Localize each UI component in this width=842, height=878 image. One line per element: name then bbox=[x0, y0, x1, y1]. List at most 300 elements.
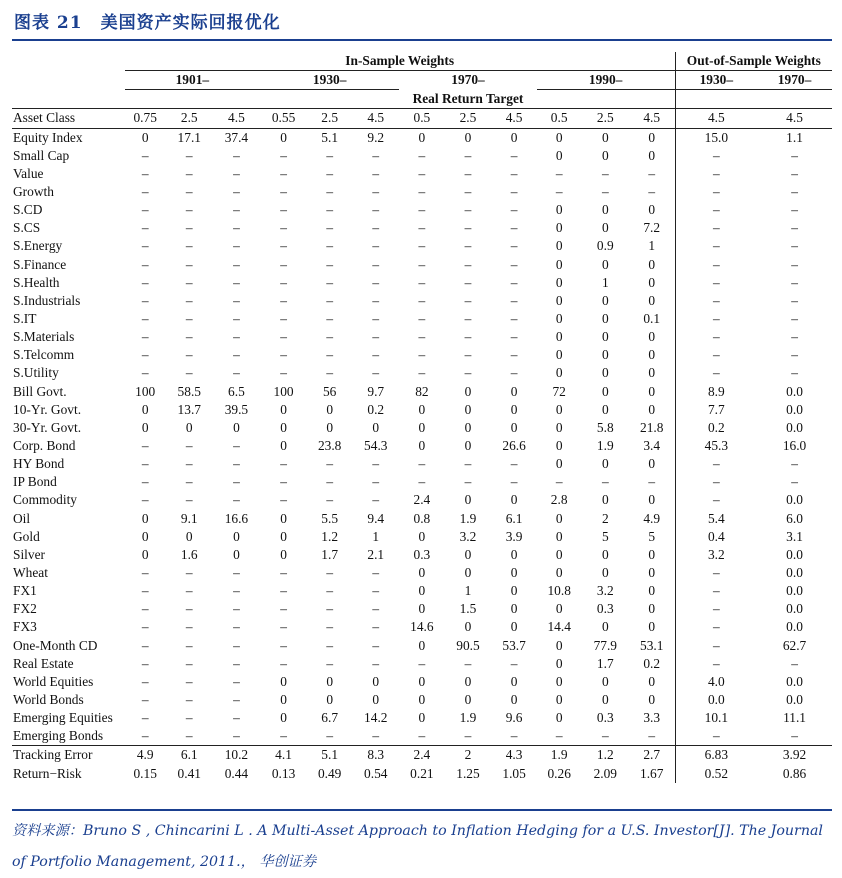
weight-cell: 0 bbox=[648, 565, 656, 580]
weight-cell: 5 bbox=[648, 528, 656, 544]
weight-cell: – bbox=[510, 728, 518, 744]
weight-cell: – bbox=[326, 347, 334, 363]
weight-cell: 0 bbox=[141, 510, 149, 526]
weight-cell: – bbox=[280, 311, 287, 327]
weight-cell: 0.0 bbox=[786, 583, 803, 599]
weight-cell: – bbox=[510, 292, 518, 308]
weight-cell: – bbox=[372, 347, 380, 363]
weight-cell: 0 bbox=[510, 565, 518, 580]
in-sample-header: In-Sample Weights bbox=[125, 52, 675, 71]
weight-cell: 0 bbox=[601, 147, 609, 163]
weight-cell: – bbox=[510, 274, 518, 290]
weight-cell: – bbox=[141, 184, 149, 200]
weight-cell: 0.0 bbox=[786, 383, 803, 399]
weight-cell: 0 bbox=[555, 365, 563, 381]
weight-cell: – bbox=[464, 184, 472, 200]
weight-cell: – bbox=[555, 474, 563, 490]
weight-cell: 3.2 bbox=[596, 583, 614, 599]
return-target-value: 0.55 bbox=[260, 109, 307, 128]
table-row bbox=[12, 401, 832, 419]
weight-cell: – bbox=[233, 292, 240, 308]
weight-cell: – bbox=[141, 220, 149, 236]
asset-label: S.IT bbox=[13, 311, 37, 327]
weight-cell: 13.7 bbox=[177, 401, 201, 417]
weight-cell: – bbox=[280, 728, 287, 744]
weight-cell: 0 bbox=[555, 510, 563, 526]
weight-cell: – bbox=[418, 220, 426, 236]
weight-cell: 0 bbox=[418, 601, 426, 617]
weight-cell: 6.0 bbox=[786, 510, 803, 526]
weight-cell: 0 bbox=[280, 419, 287, 435]
weight-cell: – bbox=[464, 165, 472, 181]
weight-cell: 0.86 bbox=[782, 765, 807, 781]
weight-cell: 1.05 bbox=[502, 765, 526, 781]
weight-cell: – bbox=[233, 474, 240, 490]
return-target-value: 2.5 bbox=[444, 109, 491, 128]
weight-cell: 2.09 bbox=[593, 765, 617, 781]
weight-cell: 0.8 bbox=[413, 510, 431, 526]
weight-cell: – bbox=[141, 292, 149, 308]
table-row bbox=[12, 201, 832, 219]
weight-cell: 1 bbox=[464, 583, 472, 599]
weight-cell: – bbox=[326, 565, 334, 580]
weight-cell: 0 bbox=[582, 128, 629, 147]
asset-label: FX3 bbox=[13, 619, 37, 635]
weight-cell: 6.7 bbox=[321, 710, 339, 726]
asset-label: Emerging Bonds bbox=[13, 728, 104, 744]
weight-cell: 3.2 bbox=[459, 528, 477, 544]
weight-cell: 0 bbox=[185, 528, 193, 544]
weight-cell: 10.2 bbox=[213, 746, 260, 765]
weight-cell: 0 bbox=[555, 601, 563, 617]
weight-cell: – bbox=[675, 346, 757, 364]
weight-cell: – bbox=[418, 238, 426, 254]
table-row bbox=[12, 764, 832, 782]
period-header: 1901– bbox=[125, 71, 260, 90]
weight-cell: – bbox=[372, 492, 380, 508]
weight-cell: 0 bbox=[555, 220, 563, 236]
weight-cell: 0 bbox=[648, 292, 656, 308]
weight-cell: – bbox=[280, 238, 287, 254]
weight-cell: – bbox=[510, 655, 518, 671]
weight-cell: 0 bbox=[372, 419, 380, 435]
weight-cell: 5.4 bbox=[675, 510, 757, 528]
weight-cell: 0 bbox=[141, 401, 149, 417]
weight-cell: – bbox=[233, 673, 240, 689]
asset-label: Value bbox=[13, 165, 44, 181]
asset-label: Wheat bbox=[13, 565, 48, 580]
weight-cell: 2 bbox=[601, 510, 609, 526]
weight-cell: – bbox=[418, 365, 426, 381]
weight-cell: 9.4 bbox=[367, 510, 385, 526]
weight-cell: 0 bbox=[648, 202, 656, 218]
weight-cell: 0.26 bbox=[547, 765, 571, 781]
weight-cell: 0.3 bbox=[596, 601, 614, 617]
weight-cell: – bbox=[141, 456, 149, 472]
weight-cell: 0 bbox=[141, 419, 149, 435]
weight-cell: – bbox=[233, 565, 240, 580]
weight-cell: – bbox=[141, 673, 149, 689]
weight-cell: 0.0 bbox=[786, 546, 803, 562]
weight-cell: – bbox=[233, 601, 240, 617]
weight-cell: 5 bbox=[601, 528, 609, 544]
weight-cell: – bbox=[675, 618, 757, 636]
table-row bbox=[12, 419, 832, 437]
return-target-value: 2.5 bbox=[307, 109, 352, 128]
weight-cell: 0 bbox=[537, 128, 582, 147]
weight-cell: – bbox=[675, 328, 757, 346]
weight-cell: 0 bbox=[418, 583, 426, 599]
weight-cell: 0 bbox=[555, 691, 563, 707]
weight-cell: 0 bbox=[648, 383, 656, 399]
weight-cell: – bbox=[675, 237, 757, 255]
weight-cell: 0.1 bbox=[643, 311, 661, 327]
weight-cell: – bbox=[141, 601, 149, 617]
weight-cell: – bbox=[791, 274, 798, 290]
weight-cell: – bbox=[464, 456, 472, 472]
weight-cell: – bbox=[648, 474, 656, 490]
weight-cell: 0 bbox=[510, 419, 518, 435]
weight-cell: 2 bbox=[444, 746, 491, 765]
weight-cell: 0 bbox=[555, 292, 563, 308]
weight-cell: – bbox=[464, 365, 472, 381]
weight-cell: 0.52 bbox=[675, 764, 757, 782]
table-row bbox=[12, 528, 832, 546]
weight-cell: 0 bbox=[555, 347, 563, 363]
weight-cell: 1.1 bbox=[757, 128, 832, 147]
weight-cell: 53.1 bbox=[640, 637, 664, 653]
weight-cell: – bbox=[675, 183, 757, 201]
weight-cell: 0 bbox=[418, 438, 426, 454]
table-row bbox=[12, 746, 832, 765]
weight-cell: 0 bbox=[601, 456, 609, 472]
weight-cell: 0 bbox=[555, 238, 563, 254]
weight-cell: 9.6 bbox=[505, 710, 523, 726]
weight-cell: – bbox=[372, 165, 380, 181]
weight-cell: 0.41 bbox=[177, 765, 201, 781]
asset-label: Bill Govt. bbox=[13, 383, 67, 399]
weight-cell: – bbox=[418, 184, 426, 200]
weight-cell: 1 bbox=[648, 238, 656, 254]
table-row bbox=[12, 219, 832, 237]
return-target-value: 4.5 bbox=[213, 109, 260, 128]
asset-label: Equity Index bbox=[12, 128, 125, 147]
weight-cell: 1.9 bbox=[459, 710, 477, 726]
weight-cell: – bbox=[648, 728, 656, 744]
weight-cell: – bbox=[418, 292, 426, 308]
asset-label: S.Energy bbox=[13, 238, 63, 254]
weight-cell: 0 bbox=[418, 401, 426, 417]
table-row bbox=[12, 491, 832, 509]
weight-cell: 0.0 bbox=[786, 601, 803, 617]
asset-label: 30-Yr. Govt. bbox=[13, 419, 82, 435]
weight-cell: 0 bbox=[648, 347, 656, 363]
weight-cell: 0.2 bbox=[367, 401, 385, 417]
weight-cell: – bbox=[185, 456, 193, 472]
weight-cell: – bbox=[280, 637, 287, 653]
weight-cell: – bbox=[185, 238, 193, 254]
weight-cell: – bbox=[372, 365, 380, 381]
weight-cell: – bbox=[675, 655, 757, 673]
return-target-value: 4.5 bbox=[757, 109, 832, 128]
weight-cell: – bbox=[326, 619, 334, 635]
weight-cell: – bbox=[141, 655, 149, 671]
weight-cell: – bbox=[141, 256, 149, 272]
weight-cell: 6.1 bbox=[505, 510, 523, 526]
weight-cell: – bbox=[233, 329, 240, 345]
weight-cell: 0 bbox=[510, 401, 518, 417]
weight-cell: – bbox=[185, 202, 193, 218]
weight-cell: 7.7 bbox=[675, 401, 757, 419]
weight-cell: – bbox=[326, 274, 334, 290]
weight-cell: – bbox=[185, 474, 193, 490]
weight-cell: 0.9 bbox=[596, 238, 614, 254]
weight-cell: – bbox=[372, 329, 380, 345]
weight-cell: 0.0 bbox=[786, 619, 803, 635]
weight-cell: 1.2 bbox=[582, 746, 629, 765]
weight-cell: 5.8 bbox=[596, 419, 614, 435]
asset-label: S.Materials bbox=[13, 329, 75, 345]
weight-cell: 0 bbox=[510, 583, 518, 599]
weight-cell: – bbox=[233, 637, 240, 653]
table-row bbox=[12, 600, 832, 618]
weight-cell: – bbox=[141, 329, 149, 345]
weight-cell: – bbox=[280, 329, 287, 345]
weight-cell: – bbox=[326, 583, 334, 599]
weight-cell: 10.8 bbox=[547, 583, 571, 599]
weight-cell: 0 bbox=[510, 492, 518, 508]
weight-cell: 1.9 bbox=[459, 510, 477, 526]
table-row bbox=[12, 165, 832, 183]
weight-cell: 0 bbox=[326, 673, 334, 689]
weight-cell: 0 bbox=[399, 128, 444, 147]
weight-cell: – bbox=[326, 292, 334, 308]
weight-cell: – bbox=[675, 564, 757, 582]
asset-label: Small Cap bbox=[13, 147, 70, 163]
weight-cell: – bbox=[791, 220, 798, 236]
weight-cell: 4.1 bbox=[260, 746, 307, 765]
weight-cell: 0 bbox=[280, 528, 287, 544]
weight-cell: 2.4 bbox=[399, 746, 444, 765]
weight-cell: 0 bbox=[648, 456, 656, 472]
weight-cell: 0 bbox=[510, 383, 518, 399]
weight-cell: – bbox=[233, 184, 240, 200]
weight-cell: – bbox=[141, 438, 149, 454]
weight-cell: – bbox=[280, 202, 287, 218]
weight-cell: – bbox=[464, 347, 472, 363]
weight-cell: – bbox=[141, 710, 149, 726]
weight-cell: 1.9 bbox=[537, 746, 582, 765]
weight-cell: – bbox=[280, 474, 287, 490]
weight-cell: 0 bbox=[418, 528, 426, 544]
weight-cell: – bbox=[372, 601, 380, 617]
weight-cell: – bbox=[141, 583, 149, 599]
weight-cell: – bbox=[233, 202, 240, 218]
weight-cell: – bbox=[418, 165, 426, 181]
weight-cell: – bbox=[418, 728, 426, 744]
asset-label: Growth bbox=[13, 184, 54, 200]
weight-cell: – bbox=[372, 147, 380, 163]
weight-cell: 9.2 bbox=[352, 128, 399, 147]
weight-cell: – bbox=[464, 147, 472, 163]
weight-cell: – bbox=[464, 220, 472, 236]
weight-cell: – bbox=[233, 220, 240, 236]
weight-cell: – bbox=[280, 274, 287, 290]
weight-cell: – bbox=[280, 365, 287, 381]
weight-cell: – bbox=[675, 364, 757, 382]
weight-cell: – bbox=[326, 728, 334, 744]
weight-cell: 0 bbox=[464, 419, 472, 435]
weight-cell: – bbox=[675, 582, 757, 600]
weight-cell: – bbox=[510, 256, 518, 272]
weight-cell: 0 bbox=[601, 202, 609, 218]
weight-cell: 9.1 bbox=[180, 510, 198, 526]
table-row bbox=[12, 364, 832, 382]
weight-cell: – bbox=[464, 329, 472, 345]
weight-cell: – bbox=[601, 474, 609, 490]
asset-label: Emerging Equities bbox=[13, 710, 113, 726]
weight-cell: 1.67 bbox=[640, 765, 664, 781]
table-row bbox=[12, 618, 832, 636]
weight-cell: – bbox=[791, 165, 798, 181]
asset-label: S.Health bbox=[13, 274, 60, 290]
weight-cell: 0 bbox=[418, 710, 426, 726]
weight-cell: – bbox=[464, 274, 472, 290]
weight-cell: 0.49 bbox=[317, 765, 342, 781]
table-row bbox=[12, 673, 832, 691]
return-target-value: 0.5 bbox=[399, 109, 444, 128]
weight-cell: 0 bbox=[601, 256, 609, 272]
weight-cell: 0 bbox=[372, 673, 380, 689]
weight-cell: 0 bbox=[418, 673, 426, 689]
table-row bbox=[12, 183, 832, 201]
weight-cell: – bbox=[280, 256, 287, 272]
weight-cell: – bbox=[141, 347, 149, 363]
weight-cell: 0 bbox=[280, 710, 287, 726]
weight-cell: 0.13 bbox=[271, 765, 296, 781]
weight-cell: 0.0 bbox=[786, 492, 803, 508]
return-target-value: 2.5 bbox=[582, 109, 629, 128]
weight-cell: – bbox=[372, 220, 380, 236]
weight-cell: – bbox=[141, 238, 149, 254]
weights-table bbox=[12, 52, 832, 783]
table-row bbox=[12, 383, 832, 401]
weight-cell: – bbox=[791, 256, 798, 272]
asset-label: S.Finance bbox=[13, 256, 67, 272]
weight-cell: – bbox=[791, 184, 798, 200]
asset-label: S.Telcomm bbox=[13, 347, 75, 363]
weight-cell: – bbox=[326, 165, 334, 181]
table-row bbox=[12, 237, 832, 255]
weight-cell: 0 bbox=[648, 256, 656, 272]
return-target-value: 4.5 bbox=[629, 109, 675, 128]
weight-cell: – bbox=[675, 310, 757, 328]
weight-cell: 0 bbox=[648, 546, 656, 562]
weight-cell: 0 bbox=[601, 565, 609, 580]
weight-cell: 0 bbox=[280, 510, 287, 526]
weight-cell: – bbox=[233, 147, 240, 163]
weight-cell: – bbox=[464, 474, 472, 490]
weight-cell: 0 bbox=[648, 329, 656, 345]
weight-cell: – bbox=[185, 274, 193, 290]
weight-cell: 0 bbox=[280, 438, 287, 454]
weight-cell: – bbox=[185, 165, 193, 181]
weight-cell: – bbox=[141, 202, 149, 218]
weight-cell: – bbox=[141, 274, 149, 290]
weight-cell: 6.5 bbox=[228, 383, 245, 399]
asset-label: Silver bbox=[13, 546, 45, 562]
weight-cell: – bbox=[326, 311, 334, 327]
return-target-value: 4.5 bbox=[352, 109, 399, 128]
weight-cell: – bbox=[141, 637, 149, 653]
weight-cell: – bbox=[326, 474, 334, 490]
weight-cell: – bbox=[675, 491, 757, 509]
weight-cell: 8.9 bbox=[675, 383, 757, 401]
weight-cell: 45.3 bbox=[675, 437, 757, 455]
weight-cell: 0.15 bbox=[133, 765, 157, 781]
weight-cell: 6.1 bbox=[166, 746, 213, 765]
weight-cell: 0 bbox=[464, 565, 472, 580]
weight-cell: 0.0 bbox=[786, 565, 803, 580]
weight-cell: – bbox=[280, 619, 287, 635]
weight-cell: – bbox=[372, 311, 380, 327]
weight-cell: – bbox=[326, 456, 334, 472]
weight-cell: – bbox=[791, 329, 798, 345]
weight-cell: 100 bbox=[273, 383, 294, 399]
table-row bbox=[12, 582, 832, 600]
weight-cell: 3.4 bbox=[643, 438, 661, 454]
weight-cell: – bbox=[185, 365, 193, 381]
weight-cell: – bbox=[233, 619, 240, 635]
weight-cell: – bbox=[326, 492, 334, 508]
weight-cell: – bbox=[555, 728, 563, 744]
weight-cell: – bbox=[372, 292, 380, 308]
weight-cell: – bbox=[418, 474, 426, 490]
weight-cell: 0 bbox=[418, 691, 426, 707]
weight-cell: – bbox=[233, 347, 240, 363]
weight-cell: 53.7 bbox=[502, 637, 526, 653]
table-row bbox=[12, 274, 832, 292]
weight-cell: 1.2 bbox=[321, 528, 339, 544]
weight-cell: 0 bbox=[601, 691, 609, 707]
table-row bbox=[12, 637, 832, 655]
weight-cell: 0 bbox=[601, 365, 609, 381]
weight-cell: 0 bbox=[280, 546, 287, 562]
weight-cell: 0 bbox=[260, 128, 307, 147]
weight-cell: – bbox=[141, 311, 149, 327]
weight-cell: – bbox=[791, 311, 798, 327]
weight-cell: 0 bbox=[555, 673, 563, 689]
weight-cell: – bbox=[510, 220, 518, 236]
weight-cell: 0.2 bbox=[675, 419, 757, 437]
weight-cell: 14.4 bbox=[547, 619, 571, 635]
weight-cell: 0 bbox=[555, 565, 563, 580]
weight-cell: 7.2 bbox=[643, 220, 661, 236]
weight-cell: 100 bbox=[135, 383, 156, 399]
weight-cell: – bbox=[141, 365, 149, 381]
weight-cell: 2.8 bbox=[550, 492, 568, 508]
weight-cell: 0.0 bbox=[786, 691, 803, 707]
weight-cell: – bbox=[280, 220, 287, 236]
weight-cell: – bbox=[791, 202, 798, 218]
weight-cell: 26.6 bbox=[502, 438, 526, 454]
return-target-value: 4.5 bbox=[492, 109, 537, 128]
weight-cell: 0 bbox=[464, 401, 472, 417]
weight-cell: – bbox=[648, 165, 656, 181]
table-row bbox=[12, 328, 832, 346]
period-header: 1970– bbox=[757, 71, 832, 90]
weight-cell: – bbox=[185, 655, 193, 671]
